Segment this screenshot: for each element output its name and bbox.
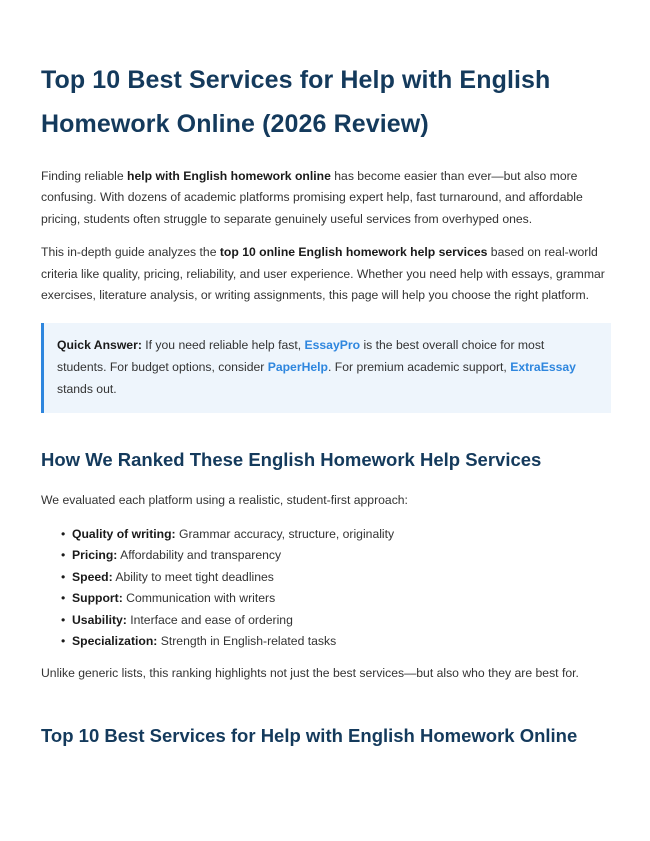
bullet-icon: • (61, 591, 66, 606)
criteria-label: Specialization: (72, 634, 158, 649)
criteria-desc: Affordability and transparency (117, 548, 282, 563)
ranking-outro: Unlike generic lists, this ranking highlights not just the best services—but also who they are best for. (41, 665, 579, 680)
essaypro-link[interactable]: EssayPro (304, 338, 361, 353)
criteria-desc: Grammar accuracy, structure, originality (175, 526, 395, 541)
bullet-icon: • (61, 526, 66, 541)
criteria-desc: Interface and ease of ordering (126, 612, 293, 627)
article (41, 58, 611, 749)
intro-paragraph-1 (41, 166, 611, 230)
criteria-desc: Ability to meet tight deadlines (112, 569, 274, 584)
criteria-item-pricing (61, 545, 611, 567)
criteria-item-speed (61, 567, 611, 589)
quick-answer-text-1: If you need reliable help fast, (141, 338, 305, 353)
criteria-item-specialization (61, 631, 611, 653)
quick-answer-text (57, 335, 596, 400)
bullet-icon: • (61, 569, 66, 584)
criteria-item-support (61, 588, 611, 610)
quick-answer-label: Quick Answer: (57, 338, 142, 353)
intro-1-pre: Finding reliable (41, 169, 128, 183)
bullet-icon: • (61, 612, 66, 627)
intro-2-post: based on real-world criteria like quality, pricing, reliability, and user experience. Whether you need help with essays, grammar exercises, literature analysis, or writing assignments, this page will help you choose the right platform. (41, 245, 605, 303)
quick-answer-text-4: stands out. (57, 381, 117, 396)
criteria-desc: Strength in English-related tasks (157, 634, 337, 649)
intro-1-bold: help with English homework online (127, 169, 331, 183)
page-title: Top 10 Best Services for Help with English Homework Online (2026 Review) (41, 66, 551, 138)
quick-answer-text-3: . For premium academic support, (328, 360, 511, 375)
ranking-heading: How We Ranked These English Homework Help Services (41, 449, 542, 471)
intro-paragraph-2 (41, 242, 611, 306)
extraessay-link[interactable]: ExtraEssay (510, 360, 576, 375)
bullet-icon: • (61, 634, 66, 649)
ranking-intro: We evaluated each platform using a realistic, student-first approach: (41, 493, 408, 508)
criteria-label: Pricing: (72, 548, 118, 563)
quick-answer-callout (41, 323, 611, 413)
criteria-item-quality (61, 524, 611, 546)
criteria-desc: Communication with writers (122, 591, 276, 606)
top10-heading: Top 10 Best Services for Help with English Homework Online (41, 725, 578, 747)
paperhelp-link[interactable]: PaperHelp (267, 360, 328, 375)
intro-1-post: has become easier than ever—but also more confusing. With dozens of academic platforms promising expert help, fast turnaround, and affordable pricing, students often struggle to separate genuinely useful services from overhyped ones. (41, 169, 583, 226)
criteria-label: Support: (72, 591, 123, 606)
bullet-icon: • (61, 548, 66, 563)
intro-2-bold: top 10 online English homework help services (219, 245, 488, 260)
criteria-list (41, 524, 611, 653)
criteria-item-usability (61, 610, 611, 632)
criteria-label: Quality of writing: (72, 526, 176, 541)
criteria-label: Usability: (72, 612, 127, 627)
intro-2-pre: This in-depth guide analyzes the (41, 245, 220, 260)
criteria-label: Speed: (72, 569, 113, 584)
quick-answer-text-2: is the best overall choice for most students. For budget options, consider (57, 338, 545, 375)
